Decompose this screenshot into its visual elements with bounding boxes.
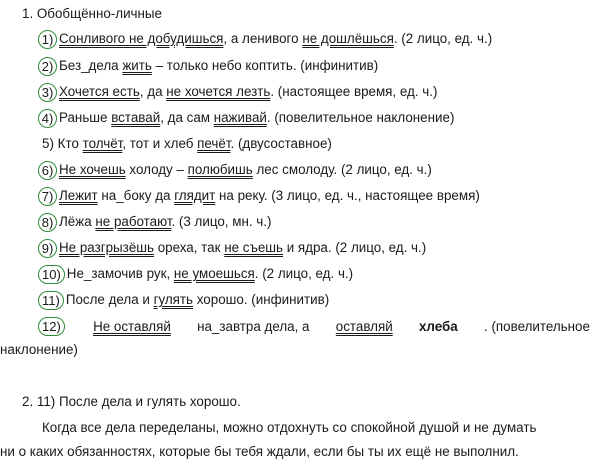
- item-number: 10): [38, 265, 65, 284]
- predicate: печёт: [197, 136, 231, 151]
- predicate: не хочется лезть: [166, 84, 271, 99]
- item-number: 7): [38, 187, 57, 206]
- item-text: ореха, так: [153, 240, 225, 255]
- item-number: 8): [38, 213, 57, 232]
- list-item-11: [38, 290, 329, 310]
- item-text: Без_дела: [59, 58, 123, 73]
- item-text: , да: [139, 84, 167, 99]
- predicate: Не разгрызёшь: [59, 240, 154, 255]
- item-number: 6): [38, 161, 57, 180]
- list-item-1: [38, 29, 492, 49]
- item-text: , тот и хлеб: [122, 136, 198, 151]
- item-note: и ядра. (2 лицо, ед. ч.): [283, 240, 427, 255]
- list-item-5: [42, 134, 332, 154]
- predicate: гулять: [153, 292, 194, 307]
- item-note: хорошо. (инфинитив): [193, 292, 330, 307]
- list-item-9: [38, 238, 426, 258]
- predicate: не съешь: [224, 240, 283, 255]
- paragraph-line-1: Когда все дела переделаны, можно отдохнуть со спокойной душой и не думать: [42, 420, 537, 435]
- predicate: глядит: [174, 188, 216, 203]
- item-text: хлеба: [418, 319, 458, 334]
- predicate: Не оставляй: [93, 319, 171, 334]
- predicate: оставляй: [335, 319, 393, 334]
- list-item-10: [38, 264, 353, 284]
- predicate: не работают: [95, 214, 172, 229]
- paragraph-line-2: ни о каких обязанностях, которые бы тебя ждали, если бы ты их ещё не выполнил.: [0, 444, 519, 459]
- predicate: толчёт: [82, 136, 123, 151]
- predicate: не умоешься: [173, 266, 255, 281]
- item-number: 11): [38, 291, 64, 310]
- predicate: жить: [122, 58, 152, 73]
- list-item-12-continuation: наклонение): [0, 342, 78, 357]
- item-text: После дела и: [65, 292, 154, 307]
- list-item-8: [38, 212, 271, 232]
- item-number: 3): [38, 83, 57, 102]
- item-number: 9): [38, 239, 57, 258]
- item-note: – только небо коптить. (инфинитив): [151, 58, 379, 73]
- item-text: Лёжа: [59, 214, 96, 229]
- predicate: Не хочешь: [59, 162, 126, 177]
- predicate: полюбишь: [187, 162, 253, 177]
- item-text: холоду –: [125, 162, 188, 177]
- predicate: Хочется есть: [59, 84, 140, 99]
- list-item-7: [38, 186, 480, 206]
- item-text: Кто: [57, 136, 83, 151]
- item-text: Раньше: [59, 110, 112, 125]
- predicate: Лежит: [59, 188, 98, 203]
- item-note: лес смолоду. (2 лицо, ед. ч.): [252, 162, 432, 177]
- item-text: , да сам: [160, 110, 214, 125]
- item-note: . (настоящее время, ед. ч.): [270, 84, 438, 99]
- item-note: . (повелительное наклонение): [266, 110, 455, 125]
- predicate: не добудишься: [128, 31, 224, 46]
- item-note: . (2 лицо, ед. ч.): [393, 31, 493, 46]
- heading-2: 2. 11) После дела и гулять хорошо.: [22, 394, 241, 409]
- item-number: 4): [38, 109, 57, 128]
- heading-1: 1. Обобщённо-личные: [22, 6, 162, 21]
- predicate: не дошлёшься: [302, 31, 394, 46]
- item-number: 1): [38, 30, 57, 49]
- list-item-6: [38, 160, 432, 180]
- item-note: . (3 лицо, мн. ч.): [171, 214, 272, 229]
- list-item-3: [38, 82, 437, 102]
- list-item-4: [38, 108, 454, 128]
- item-text: Не_замочив рук,: [66, 266, 174, 281]
- predicate: наживай: [213, 110, 267, 125]
- item-note: . (повелительное: [484, 319, 590, 334]
- item-number: 2): [38, 57, 57, 76]
- item-number: 12): [38, 317, 65, 336]
- item-text: Сонливого: [59, 31, 129, 46]
- item-note: . (2 лицо, ед. ч.): [254, 266, 354, 281]
- list-item-12: [38, 317, 590, 337]
- predicate: вставай: [111, 110, 161, 125]
- item-text: на_завтра дела, а: [197, 319, 310, 334]
- item-text: на_боку да: [97, 188, 175, 203]
- list-item-2: [38, 56, 378, 76]
- item-note: на реку. (3 лицо, ед. ч., настоящее время): [215, 188, 480, 203]
- item-text: , а ленивого: [223, 31, 303, 46]
- item-note: . (двусоставное): [230, 136, 332, 151]
- item-number: 5): [42, 136, 54, 151]
